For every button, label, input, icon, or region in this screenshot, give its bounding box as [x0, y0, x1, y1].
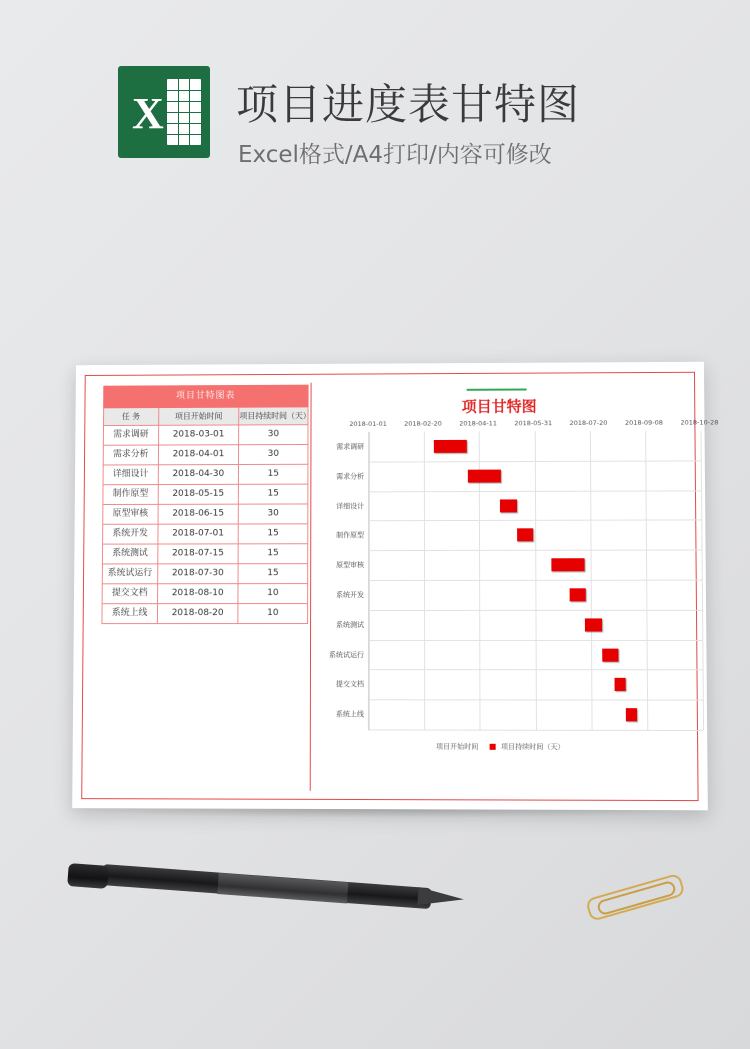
table-cell: 制作原型 [103, 485, 158, 505]
table-cell: 2018-07-30 [157, 564, 238, 584]
gantt-bar [626, 708, 637, 721]
table-cell: 提交文档 [102, 584, 157, 604]
page-header [118, 60, 678, 170]
page-subtitle: Excel格式/A4打印/内容可修改 [238, 142, 552, 168]
y-axis-label: 需求调研 [336, 442, 365, 451]
chart-accent-line [467, 389, 527, 391]
table-cell: 需求调研 [103, 425, 158, 445]
gantt-bar [569, 588, 586, 601]
y-axis-label: 详细设计 [336, 501, 365, 510]
table-cell: 原型审核 [103, 504, 158, 524]
table-cell: 2018-06-15 [158, 504, 239, 524]
table-header-row [104, 407, 309, 426]
x-tick-label: 2018-10-28 [680, 418, 719, 427]
table-cell: 2018-07-01 [158, 524, 239, 544]
y-axis-label: 系统试运行 [328, 650, 364, 659]
table-cell: 2018-08-10 [157, 584, 238, 604]
table-row [102, 544, 307, 564]
gantt-bar [602, 648, 619, 661]
table-row [102, 604, 308, 624]
pen-grip [217, 873, 348, 903]
table-cell: 2018-03-01 [158, 425, 239, 445]
pen [68, 855, 464, 901]
table-cell: 系统开发 [103, 524, 158, 544]
chart-legend [311, 741, 691, 752]
table-cell: 15 [239, 484, 308, 504]
table-cell: 30 [238, 504, 307, 524]
chart-title: 项目甘特图 [461, 397, 537, 416]
table-cell: 系统测试 [102, 544, 157, 564]
table-row [102, 584, 308, 604]
y-axis-label: 系统上线 [335, 710, 364, 719]
legend-label-duration: 项目持续时间（天） [500, 742, 565, 752]
task-table [101, 385, 311, 624]
table-header-cell: 项目持续时间（天） [239, 407, 308, 425]
table-cell: 15 [238, 544, 307, 564]
table-cell: 2018-04-01 [158, 445, 239, 465]
gantt-bar [500, 499, 517, 512]
gantt-bar [434, 440, 467, 453]
table-row [103, 425, 308, 446]
gridline-horizontal [369, 729, 703, 731]
table-cell: 2018-07-15 [158, 544, 239, 564]
table-cell: 15 [238, 564, 307, 584]
table-cell: 30 [239, 425, 308, 445]
table-header-cell: 任 务 [104, 408, 159, 426]
table-cell: 2018-05-15 [158, 484, 239, 504]
gridline-horizontal [369, 670, 703, 671]
x-tick-label: 2018-05-31 [514, 419, 553, 428]
table-row [103, 484, 308, 504]
gantt-chart [310, 381, 719, 792]
gantt-bar [468, 469, 501, 482]
table-cell: 10 [238, 604, 308, 624]
pen-tip [417, 887, 464, 908]
x-tick-label: 2018-07-20 [569, 418, 608, 428]
pen-cap [67, 863, 109, 889]
table-row [103, 504, 308, 524]
document-sheet [72, 362, 719, 811]
legend-swatch-duration [490, 744, 496, 750]
gridline-horizontal [369, 699, 703, 700]
table-cell: 10 [238, 584, 308, 604]
gridline-horizontal [369, 610, 702, 611]
excel-logo-letter: X [132, 89, 164, 138]
document-border [81, 372, 719, 801]
gridline-horizontal [369, 640, 702, 641]
y-axis-label: 制作原型 [336, 531, 365, 540]
y-axis-label: 系统开发 [336, 590, 365, 599]
paper-clip [581, 865, 689, 935]
gridline-horizontal [369, 580, 702, 581]
gantt-bar [614, 678, 625, 691]
table-cell: 需求分析 [103, 445, 158, 465]
table-caption: 项目甘特图表 [104, 385, 308, 408]
table-cell: 2018-04-30 [158, 465, 239, 485]
y-axis-label: 需求分析 [336, 472, 365, 481]
table-cell: 2018-08-20 [157, 604, 238, 624]
table-row [103, 524, 308, 544]
x-tick-label: 2018-09-08 [624, 418, 663, 427]
y-axis-label: 系统测试 [336, 620, 364, 629]
excel-logo [118, 66, 210, 158]
table-row [103, 464, 308, 484]
y-axis-label: 原型审核 [336, 561, 365, 570]
x-tick-label: 2018-02-20 [404, 419, 442, 428]
table-cell: 15 [239, 464, 308, 484]
legend-label-start: 项目开始时间 [435, 742, 479, 751]
table-row [102, 564, 307, 584]
gantt-bar [551, 558, 584, 571]
x-tick-label: 2018-04-11 [459, 419, 497, 428]
table-row [103, 444, 308, 465]
table-cell: 系统试运行 [102, 564, 157, 584]
table-cell: 系统上线 [102, 604, 157, 624]
table-cell: 30 [239, 444, 308, 464]
table-cell: 15 [238, 524, 307, 544]
table-header-cell: 项目开始时间 [158, 407, 239, 425]
gantt-bar [517, 529, 534, 542]
excel-logo-sheet [167, 79, 201, 145]
chart-plot-area [328, 430, 703, 731]
page-title: 项目进度表甘特图 [236, 80, 581, 129]
table-cell: 详细设计 [103, 465, 158, 485]
y-axis-label: 提交文档 [335, 680, 364, 689]
x-tick-label: 2018-01-01 [349, 419, 387, 428]
gantt-bar [585, 618, 602, 631]
